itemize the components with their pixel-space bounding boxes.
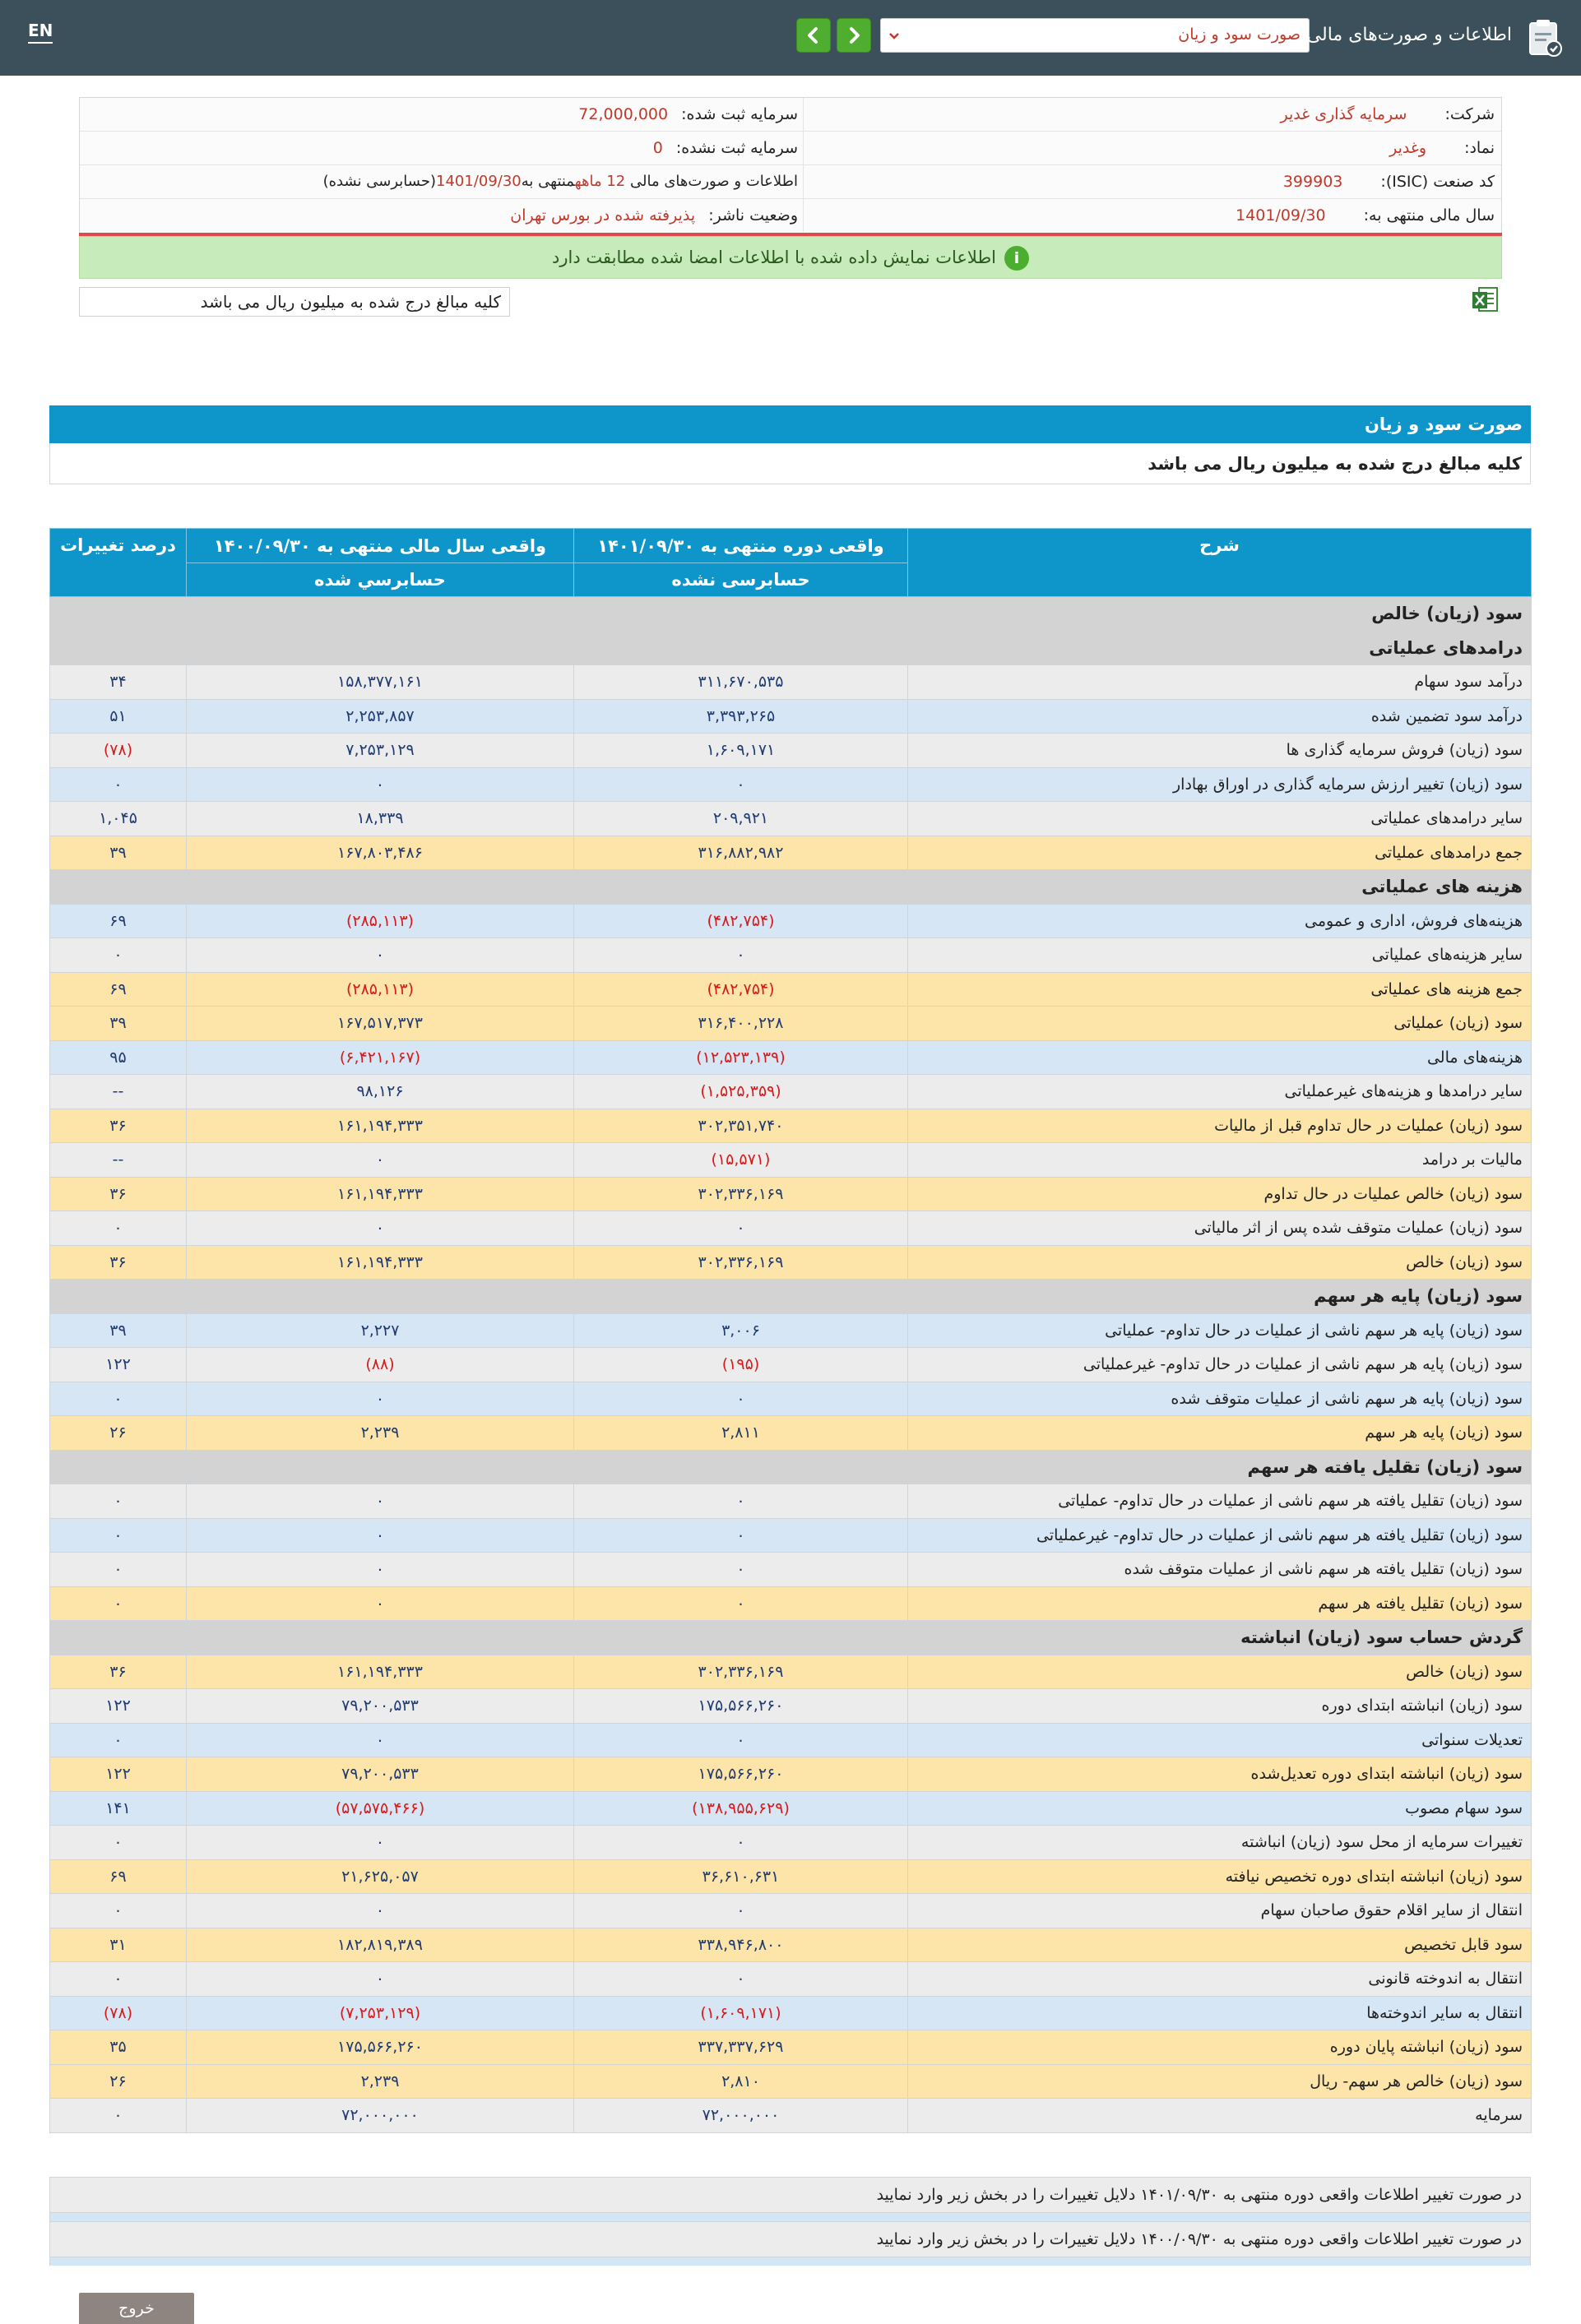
row-current-value: ۰ <box>574 1518 908 1553</box>
row-change-percent: (۷۸) <box>50 734 187 768</box>
language-toggle[interactable]: EN <box>28 21 53 44</box>
current-period-change-note: در صورت تغییر اطلاعات واقعی دوره منتهی به ۱۴۰۱/۰۹/۳۰ دلایل تغییرات را در بخش زیر وارد نمایید <box>49 2177 1531 2213</box>
row-previous-value: ۰ <box>187 1962 574 1997</box>
table-row <box>50 1177 1532 1211</box>
table-row <box>50 870 1532 905</box>
table-row <box>50 1348 1532 1382</box>
table-row <box>50 1621 1532 1655</box>
column-header-description: شرح <box>908 529 1532 597</box>
row-current-value: ۳۰۲,۳۳۶,۱۶۹ <box>574 1245 908 1280</box>
symbol-cell <box>802 132 1501 164</box>
row-current-value: ۳۰۲,۳۳۶,۱۶۹ <box>574 1655 908 1689</box>
row-previous-value <box>187 1621 574 1655</box>
row-change-percent: ۰ <box>50 1826 187 1860</box>
table-row <box>50 1962 1532 1997</box>
table-row <box>50 1484 1532 1519</box>
row-description: گردش حساب سود (زیان) انباشته <box>908 1621 1532 1655</box>
table-row <box>50 665 1532 700</box>
row-change-percent: ۲۶ <box>50 2064 187 2099</box>
row-description: سود (زیان) انباشته پایان دوره <box>908 2030 1532 2065</box>
row-change-percent: ۳۶ <box>50 1177 187 1211</box>
row-previous-value: ۰ <box>187 1382 574 1416</box>
registered-capital-cell <box>80 98 804 131</box>
table-row <box>50 972 1532 1007</box>
exit-button[interactable]: خروج <box>79 2293 194 2324</box>
row-current-value: ۰ <box>574 1723 908 1757</box>
row-current-value: ۱۷۵,۵۶۶,۲۶۰ <box>574 1757 908 1792</box>
row-current-value: ۳۳۸,۹۴۶,۸۰۰ <box>574 1928 908 1962</box>
row-current-value: ۱۷۵,۵۶۶,۲۶۰ <box>574 1689 908 1724</box>
row-current-value: ۲,۸۱۰ <box>574 2064 908 2099</box>
row-change-percent: ۱۲۲ <box>50 1757 187 1792</box>
previous-report-button[interactable] <box>796 18 831 53</box>
row-change-percent: ۰ <box>50 1518 187 1553</box>
unit-note-box: کلیه مبالغ درج شده به میلیون ریال می باشد <box>79 287 510 317</box>
row-previous-value: ۰ <box>187 1211 574 1246</box>
table-row <box>50 1826 1532 1860</box>
row-change-percent: ۰ <box>50 1586 187 1621</box>
row-current-value: ۷۲,۰۰۰,۰۰۰ <box>574 2099 908 2133</box>
row-previous-value: ۱۶۷,۸۰۳,۴۸۶ <box>187 836 574 870</box>
table-row <box>50 1655 1532 1689</box>
chevron-left-icon <box>804 25 823 45</box>
row-current-value: ۰ <box>574 1211 908 1246</box>
table-row <box>50 1040 1532 1075</box>
table-row <box>50 1553 1532 1587</box>
row-current-value: (۴۸۲,۷۵۴) <box>574 972 908 1007</box>
row-previous-value: ۱۸۲,۸۱۹,۳۸۹ <box>187 1928 574 1962</box>
row-previous-value: ۷۹,۲۰۰,۵۳۳ <box>187 1757 574 1792</box>
row-description: سود (زیان) انباشته ابتدای دوره تخصیص نیافته <box>908 1859 1532 1894</box>
row-change-percent: ۱۲۲ <box>50 1689 187 1724</box>
row-change-percent: ۳۶ <box>50 1109 187 1143</box>
row-current-value: ۳۱۱,۶۷۰,۵۳۵ <box>574 665 908 700</box>
row-current-value: ۰ <box>574 1382 908 1416</box>
symbol-value: وغدیر <box>1389 139 1427 157</box>
report-type-value: صورت سود و زیان <box>1178 25 1300 44</box>
table-row <box>50 1143 1532 1178</box>
row-description: هزینه‌های مالی <box>908 1040 1532 1075</box>
table-row <box>50 1416 1532 1451</box>
table-row <box>50 938 1532 973</box>
row-previous-value: ۰ <box>187 1586 574 1621</box>
statement-title: صورت سود و زیان <box>49 405 1531 443</box>
row-description: درآمد سود تضمین شده <box>908 699 1532 734</box>
row-current-value: ۳۰۲,۳۵۱,۷۴۰ <box>574 1109 908 1143</box>
row-description: سود (زیان) خالص هر سهم- ریال <box>908 2064 1532 2099</box>
row-previous-value: ۱۶۱,۱۹۴,۳۳۳ <box>187 1655 574 1689</box>
row-description: سود (زیان) پایه هر سهم ناشی از عملیات متوقف شده <box>908 1382 1532 1416</box>
table-row <box>50 699 1532 734</box>
info-row <box>80 98 1501 132</box>
row-current-value: ۳۰۲,۳۳۶,۱۶۹ <box>574 1177 908 1211</box>
statement-unit-note: کلیه مبالغ درج شده به میلیون ریال می باشد <box>49 443 1531 484</box>
info-icon: i <box>1004 246 1029 271</box>
row-description: مالیات بر درامد <box>908 1143 1532 1178</box>
row-current-value: (۱۵,۵۷۱) <box>574 1143 908 1178</box>
row-description: انتقال از سایر اقلام حقوق صاحبان سهام <box>908 1894 1532 1928</box>
row-previous-value: ۰ <box>187 1553 574 1587</box>
row-previous-value: ۰ <box>187 767 574 802</box>
registered-capital-label: سرمایه ثبت شده: <box>681 105 798 123</box>
company-value: سرمایه گذاری غدیر <box>1280 105 1407 123</box>
chevron-down-icon <box>886 23 902 49</box>
table-row <box>50 836 1532 870</box>
row-description: جمع هزینه های عملیاتی <box>908 972 1532 1007</box>
clipboard-report-icon <box>1527 18 1563 58</box>
row-description: سود (زیان) خالص <box>908 597 1532 632</box>
row-change-percent: ۰ <box>50 1211 187 1246</box>
row-description: سود (زیان) خالص <box>908 1245 1532 1280</box>
top-bar <box>0 0 1581 76</box>
row-change-percent: ۱,۰۴۵ <box>50 802 187 836</box>
row-description: سود (زیان) پایه هر سهم ناشی از عملیات در حال تداوم- عملیاتی <box>908 1313 1532 1348</box>
table-row <box>50 1075 1532 1109</box>
row-description: سود (زیان) انباشته ابتدای دوره <box>908 1689 1532 1724</box>
column-subheader-previous-audit: حسابرسي شده <box>187 563 574 597</box>
row-change-percent <box>50 1450 187 1484</box>
column-header-current-period: واقعی دوره منتهی به ۱۴۰۱/۰۹/۳۰ <box>574 529 908 563</box>
table-row <box>50 1245 1532 1280</box>
table-row <box>50 1109 1532 1143</box>
row-previous-value: ۱۶۱,۱۹۴,۳۳۳ <box>187 1245 574 1280</box>
row-change-percent: ۳۹ <box>50 1313 187 1348</box>
period-cell <box>80 165 804 198</box>
row-description: سود (زیان) فروش سرمایه گذاری ها <box>908 734 1532 768</box>
row-description: سود (زیان) پایه هر سهم <box>908 1280 1532 1314</box>
company-name-cell <box>802 98 1501 131</box>
row-previous-value: ۰ <box>187 1826 574 1860</box>
row-previous-value: (۸۸) <box>187 1348 574 1382</box>
table-row <box>50 767 1532 802</box>
company-info-panel <box>79 97 1502 234</box>
row-description: هزینه های عملیاتی <box>908 870 1532 905</box>
row-previous-value <box>187 597 574 632</box>
table-row <box>50 631 1532 665</box>
row-previous-value <box>187 1450 574 1484</box>
row-description: سود (زیان) خالص <box>908 1655 1532 1689</box>
row-previous-value: ۲,۲۵۳,۸۵۷ <box>187 699 574 734</box>
row-description: درامدهای عملیاتی <box>908 631 1532 665</box>
row-current-value: (۱۲,۵۲۳,۱۳۹) <box>574 1040 908 1075</box>
row-current-value: ۰ <box>574 1894 908 1928</box>
row-change-percent: -- <box>50 1143 187 1178</box>
notice-text: اطلاعات نمایش داده شده با اطلاعات امضا شده مطابقت دارد <box>552 248 996 267</box>
row-change-percent: ۶۹ <box>50 1859 187 1894</box>
row-description: سایر درامدها و هزینه‌های غیرعملیاتی <box>908 1075 1532 1109</box>
unregistered-capital-label: سرمایه ثبت نشده: <box>675 139 798 157</box>
period-prefix: اطلاعات و صورت‌های مالی <box>630 173 798 190</box>
row-previous-value: ۷,۲۵۳,۱۲۹ <box>187 734 574 768</box>
row-previous-value: ۷۹,۲۰۰,۵۳۳ <box>187 1689 574 1724</box>
row-previous-value: ۰ <box>187 1894 574 1928</box>
row-previous-value: ۰ <box>187 1143 574 1178</box>
row-change-percent: ۲۶ <box>50 1416 187 1451</box>
row-change-percent: ۰ <box>50 1962 187 1997</box>
table-row <box>50 1791 1532 1826</box>
table-row <box>50 1313 1532 1348</box>
row-description: تغییرات سرمایه از محل سود (زیان) انباشته <box>908 1826 1532 1860</box>
table-row <box>50 734 1532 768</box>
row-previous-value: ۹۸,۱۲۶ <box>187 1075 574 1109</box>
row-previous-value: ۱۵۸,۳۷۷,۱۶۱ <box>187 665 574 700</box>
row-current-value <box>574 631 908 665</box>
income-statement-table <box>49 528 1532 2133</box>
row-change-percent: ۰ <box>50 1894 187 1928</box>
table-row <box>50 1996 1532 2030</box>
company-label: شرکت: <box>1444 105 1495 123</box>
table-row <box>50 1382 1532 1416</box>
row-description: سود سهام مصوب <box>908 1791 1532 1826</box>
table-row <box>50 1518 1532 1553</box>
row-current-value: ۳,۳۹۳,۲۶۵ <box>574 699 908 734</box>
period-audit-status: (حسابرسی نشده) <box>322 173 437 190</box>
table-row <box>50 1894 1532 1928</box>
row-change-percent: ۰ <box>50 1382 187 1416</box>
row-current-value: (۴۸۲,۷۵۴) <box>574 904 908 938</box>
row-change-percent: -- <box>50 1075 187 1109</box>
table-row <box>50 2099 1532 2133</box>
row-current-value: ۰ <box>574 1484 908 1519</box>
row-change-percent: ۰ <box>50 1553 187 1587</box>
info-row <box>80 132 1501 165</box>
table-row <box>50 1280 1532 1314</box>
row-previous-value: ۲,۲۲۷ <box>187 1313 574 1348</box>
publisher-status-label: وضعیت ناشر: <box>708 206 798 225</box>
row-previous-value: (۲۸۵,۱۱۳) <box>187 972 574 1007</box>
row-change-percent <box>50 1621 187 1655</box>
row-previous-value: ۰ <box>187 1723 574 1757</box>
table-row <box>50 904 1532 938</box>
row-current-value: ۳۳۷,۳۳۷,۶۲۹ <box>574 2030 908 2065</box>
table-row <box>50 1723 1532 1757</box>
row-change-percent: ۱۲۲ <box>50 1348 187 1382</box>
row-change-percent <box>50 870 187 905</box>
table-row <box>50 1689 1532 1724</box>
row-current-value <box>574 1450 908 1484</box>
row-previous-value: ۰ <box>187 1518 574 1553</box>
row-current-value: ۳۱۶,۸۸۲,۹۸۲ <box>574 836 908 870</box>
row-change-percent <box>50 597 187 632</box>
row-change-percent: ۰ <box>50 2099 187 2133</box>
row-current-value: (۱۳۸,۹۵۵,۶۲۹) <box>574 1791 908 1826</box>
row-description: سود (زیان) خالص عملیات در حال تداوم <box>908 1177 1532 1211</box>
fiscal-year-value: 1401/09/30 <box>1236 206 1326 225</box>
signature-match-notice <box>79 236 1502 279</box>
row-description: سود قابل تخصیص <box>908 1928 1532 1962</box>
row-change-percent: ۱۴۱ <box>50 1791 187 1826</box>
row-previous-value: (۲۸۵,۱۱۳) <box>187 904 574 938</box>
fiscal-year-cell <box>802 199 1501 232</box>
row-description: سود (زیان) عملیات متوقف شده پس از اثر مالیاتی <box>908 1211 1532 1246</box>
fiscal-year-label: سال مالی منتهی به: <box>1363 206 1495 225</box>
column-header-change-percent: درصد تغییرات <box>50 529 187 597</box>
row-current-value: (۱۹۵) <box>574 1348 908 1382</box>
publisher-status-value: پذیرفته شده در بورس تهران <box>510 206 696 225</box>
row-current-value: ۲۰۹,۹۲۱ <box>574 802 908 836</box>
row-change-percent: ۹۵ <box>50 1040 187 1075</box>
row-change-percent: ۳۵ <box>50 2030 187 2065</box>
row-description: سایر هزینه‌های عملیاتی <box>908 938 1532 973</box>
row-previous-value: ۱۷۵,۵۶۶,۲۶۰ <box>187 2030 574 2065</box>
period-mid: منتهی به <box>521 173 575 190</box>
row-change-percent <box>50 1280 187 1314</box>
row-current-value: ۰ <box>574 1826 908 1860</box>
row-description: سود (زیان) تقلیل یافته هر سهم ناشی از عملیات در حال تداوم- غیرعملیاتی <box>908 1518 1532 1553</box>
row-previous-value: (۶,۴۲۱,۱۶۷) <box>187 1040 574 1075</box>
row-previous-value: (۷,۲۵۳,۱۲۹) <box>187 1996 574 2030</box>
row-current-value: ۰ <box>574 1962 908 1997</box>
row-previous-value: ۱۸,۳۳۹ <box>187 802 574 836</box>
row-previous-value: ۱۶۱,۱۹۴,۳۳۳ <box>187 1177 574 1211</box>
row-description: سود (زیان) تقلیل یافته هر سهم ناشی از عملیات متوقف شده <box>908 1553 1532 1587</box>
row-change-percent: ۰ <box>50 938 187 973</box>
info-row <box>80 165 1501 199</box>
row-description: سود (زیان) تقلیل یافته هر سهم <box>908 1586 1532 1621</box>
row-change-percent: ۳۹ <box>50 836 187 870</box>
app-title: اطلاعات و صورت‌های مالی <box>1306 25 1512 45</box>
info-row <box>80 199 1501 233</box>
row-previous-value: ۱۶۱,۱۹۴,۳۳۳ <box>187 1109 574 1143</box>
row-previous-value: (۵۷,۵۷۵,۴۶۶) <box>187 1791 574 1826</box>
next-report-button[interactable] <box>837 18 871 53</box>
isic-label: کد صنعت (ISIC): <box>1380 173 1495 191</box>
row-change-percent: ۰ <box>50 767 187 802</box>
row-previous-value: ۲,۲۳۹ <box>187 1416 574 1451</box>
row-description: سود (زیان) تغییر ارزش سرمایه گذاری در اوراق بهادار <box>908 767 1532 802</box>
row-previous-value: ۲,۲۳۹ <box>187 2064 574 2099</box>
row-description: انتقال به سایر اندوخته‌ها <box>908 1996 1532 2030</box>
unregistered-capital-cell <box>80 132 804 164</box>
row-current-value: (۱,۶۰۹,۱۷۱) <box>574 1996 908 2030</box>
row-description: درآمد سود سهام <box>908 665 1532 700</box>
row-previous-value <box>187 870 574 905</box>
row-change-percent: ۳۶ <box>50 1245 187 1280</box>
isic-cell <box>802 165 1501 198</box>
note-input-area[interactable] <box>49 2213 1531 2221</box>
row-previous-value: ۱۶۷,۵۱۷,۳۷۳ <box>187 1007 574 1041</box>
symbol-label: نماد: <box>1464 139 1495 157</box>
row-current-value: ۰ <box>574 767 908 802</box>
row-change-percent: ۳۶ <box>50 1655 187 1689</box>
table-row <box>50 2064 1532 2099</box>
row-previous-value: ۲۱,۶۲۵,۰۵۷ <box>187 1859 574 1894</box>
row-description: سود (زیان) تقلیل یافته هر سهم <box>908 1450 1532 1484</box>
row-previous-value: ۰ <box>187 938 574 973</box>
table-row <box>50 1928 1532 1962</box>
table-row <box>50 1586 1532 1621</box>
chevron-right-icon <box>844 25 864 45</box>
row-description: تعدیلات سنواتی <box>908 1723 1532 1757</box>
table-row <box>50 1007 1532 1041</box>
row-description: انتقال به اندوخته قانونی <box>908 1962 1532 1997</box>
table-row <box>50 597 1532 632</box>
publisher-status-cell <box>80 199 804 232</box>
row-description: سود (زیان) پایه هر سهم ناشی از عملیات در حال تداوم- غیرعملیاتی <box>908 1348 1532 1382</box>
row-description: سایر درامدهای عملیاتی <box>908 802 1532 836</box>
row-change-percent: ۳۴ <box>50 665 187 700</box>
table-row <box>50 1450 1532 1484</box>
row-description: سود (زیان) انباشته ابتدای دوره تعدیل‌شده <box>908 1757 1532 1792</box>
table-row <box>50 802 1532 836</box>
row-description: هزینه‌های فروش، اداری و عمومی <box>908 904 1532 938</box>
row-change-percent <box>50 631 187 665</box>
isic-value: 399903 <box>1282 173 1343 191</box>
row-current-value: ۳۱۶,۴۰۰,۲۲۸ <box>574 1007 908 1041</box>
registered-capital-value: 72,000,000 <box>578 105 669 123</box>
row-description: سود (زیان) تقلیل یافته هر سهم ناشی از عملیات در حال تداوم- عملیاتی <box>908 1484 1532 1519</box>
row-current-value <box>574 1280 908 1314</box>
row-description: سرمایه <box>908 2099 1532 2133</box>
column-subheader-current-audit: حسابرسی نشده <box>574 563 908 597</box>
row-current-value: ۰ <box>574 938 908 973</box>
row-change-percent: ۶۹ <box>50 972 187 1007</box>
row-current-value: ۰ <box>574 1553 908 1587</box>
row-description: سود (زیان) عملیات در حال تداوم قبل از مالیات <box>908 1109 1532 1143</box>
column-header-previous-year: واقعی سال مالی منتهی به ۱۴۰۰/۰۹/۳۰ <box>187 529 574 563</box>
row-current-value: ۱,۶۰۹,۱۷۱ <box>574 734 908 768</box>
row-current-value <box>574 870 908 905</box>
row-current-value <box>574 1621 908 1655</box>
table-row <box>50 1211 1532 1246</box>
row-current-value: ۳۶,۶۱۰,۶۳۱ <box>574 1859 908 1894</box>
row-previous-value: ۰ <box>187 1484 574 1519</box>
excel-export-icon[interactable] <box>1471 285 1500 314</box>
row-change-percent: ۶۹ <box>50 904 187 938</box>
row-current-value <box>574 597 908 632</box>
row-current-value: ۳,۰۰۶ <box>574 1313 908 1348</box>
report-type-select[interactable] <box>880 18 1310 53</box>
table-body <box>50 597 1532 2133</box>
note-input-area[interactable] <box>49 2257 1531 2266</box>
row-description: سود (زیان) عملیاتی <box>908 1007 1532 1041</box>
unregistered-capital-value: 0 <box>652 139 663 157</box>
row-previous-value <box>187 631 574 665</box>
row-change-percent: ۰ <box>50 1484 187 1519</box>
row-current-value: (۱,۵۲۵,۳۵۹) <box>574 1075 908 1109</box>
row-change-percent: (۷۸) <box>50 1996 187 2030</box>
row-change-percent: ۵۱ <box>50 699 187 734</box>
row-change-percent: ۳۱ <box>50 1928 187 1962</box>
row-previous-value <box>187 1280 574 1314</box>
row-description: سود (زیان) پایه هر سهم <box>908 1416 1532 1451</box>
table-row <box>50 1757 1532 1792</box>
period-date: 1401/09/30 <box>436 173 522 190</box>
table-row <box>50 2030 1532 2065</box>
table-row <box>50 1859 1532 1894</box>
row-current-value: ۲,۸۱۱ <box>574 1416 908 1451</box>
previous-period-change-note: در صورت تغییر اطلاعات واقعی دوره منتهی به ۱۴۰۰/۰۹/۳۰ دلایل تغییرات را در بخش زیر وارد نمایید <box>49 2221 1531 2257</box>
period-months: 12 ماهه <box>574 173 626 190</box>
row-description: جمع درامدهای عملیاتی <box>908 836 1532 870</box>
row-change-percent: ۳۹ <box>50 1007 187 1041</box>
row-current-value: ۰ <box>574 1586 908 1621</box>
row-previous-value: ۷۲,۰۰۰,۰۰۰ <box>187 2099 574 2133</box>
row-change-percent: ۰ <box>50 1723 187 1757</box>
